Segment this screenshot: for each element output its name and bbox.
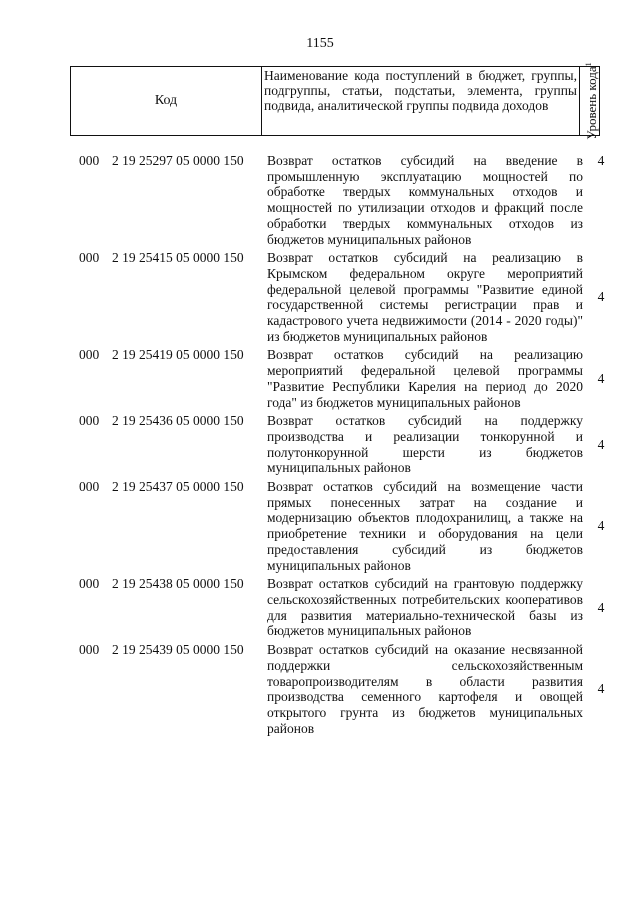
- table-row: [0, 153, 640, 247]
- row-prefix: 000: [79, 413, 100, 429]
- row-code: 2 19 25415 05 0000 150: [112, 250, 244, 266]
- row-name: Возврат остатков субсидий на поддержку производства и реализации тонкорунной и полутонкорунной шерсти из бюджетов муниципальных районов: [267, 413, 583, 476]
- page-number: 1155: [306, 36, 334, 51]
- row-name: Возврат остатков субсидий на оказание несвязанной поддержки сельскохозяйственным товаропроизводителям в области развития производства семенного картофеля и овощей открытого грунта из бюджетов муниципальных районов: [267, 642, 583, 736]
- row-level: 4: [597, 153, 605, 168]
- row-name: Возврат остатков субсидий на грантовую поддержку сельскохозяйственных потребительских кооперативов для развития материально-технической базы из бюджетов муниципальных районов: [267, 576, 583, 639]
- table-header: [70, 62, 600, 140]
- row-level: 4: [597, 370, 605, 386]
- table-row: [0, 413, 640, 476]
- table-row: [0, 642, 640, 736]
- row-name: Возврат остатков субсидий на введение в промышленную эксплуатацию мощностей по обработке твердых коммунальных отходов и мощностей по утилизации отходов и фракций после обработки твердых коммунальных отходов из бюджетов муниципальных районов: [267, 153, 583, 247]
- row-name: Возврат остатков субсидий на возмещение части прямых понесенных затрат на создание и модернизацию объектов плодохранилищ, а также на приобретение техники и оборудования на цели предоставления субсидий из бюджетов муниципальных районов: [267, 479, 583, 573]
- row-code: 2 19 25439 05 0000 150: [112, 642, 244, 658]
- row-name: Возврат остатков субсидий на реализацию мероприятий федеральной целевой программы "Развитие Республики Карелия на период до 2020 года" из бюджетов муниципальных районов: [267, 347, 583, 410]
- row-prefix: 000: [79, 479, 100, 495]
- header-name: Наименование кода поступлений в бюджет, группы, подгруппы, статьи, подстатьи, элемента, группы подвида, аналитической группы подвида доходов: [262, 67, 580, 135]
- table-row: [0, 479, 640, 573]
- row-prefix: 000: [79, 153, 100, 168]
- row-level: 4: [597, 599, 605, 615]
- header-level: [580, 62, 599, 140]
- header-code: Код: [71, 67, 262, 135]
- table-row: [0, 250, 640, 344]
- row-prefix: 000: [79, 576, 100, 592]
- row-code: 2 19 25437 05 0000 150: [112, 479, 244, 495]
- row-name: Возврат остатков субсидий на реализацию в Крымском федеральном округе мероприятий федеральной целевой программы "Развитие единой государственной системы регистрации прав и кадастрового учета недвижимости (2014 - 2020 годы)" из бюджетов муниципальных районов: [267, 250, 583, 344]
- header-level-text: [581, 62, 597, 139]
- header-level-footnote: 1: [583, 62, 593, 67]
- row-code: 2 19 25297 05 0000 150: [112, 153, 244, 168]
- row-prefix: 000: [79, 642, 100, 658]
- row-level: 4: [597, 681, 605, 697]
- header-level-label: Уровень кода: [583, 66, 599, 140]
- code-list: [0, 153, 640, 739]
- row-prefix: 000: [79, 250, 100, 266]
- row-prefix: 000: [79, 347, 100, 363]
- row-level: 4: [597, 436, 605, 452]
- row-code: 2 19 25419 05 0000 150: [112, 347, 244, 363]
- row-level: 4: [597, 518, 605, 534]
- table-row: [0, 576, 640, 639]
- row-level: 4: [597, 289, 605, 305]
- row-code: 2 19 25438 05 0000 150: [112, 576, 244, 592]
- row-code: 2 19 25436 05 0000 150: [112, 413, 244, 429]
- table-row: [0, 347, 640, 410]
